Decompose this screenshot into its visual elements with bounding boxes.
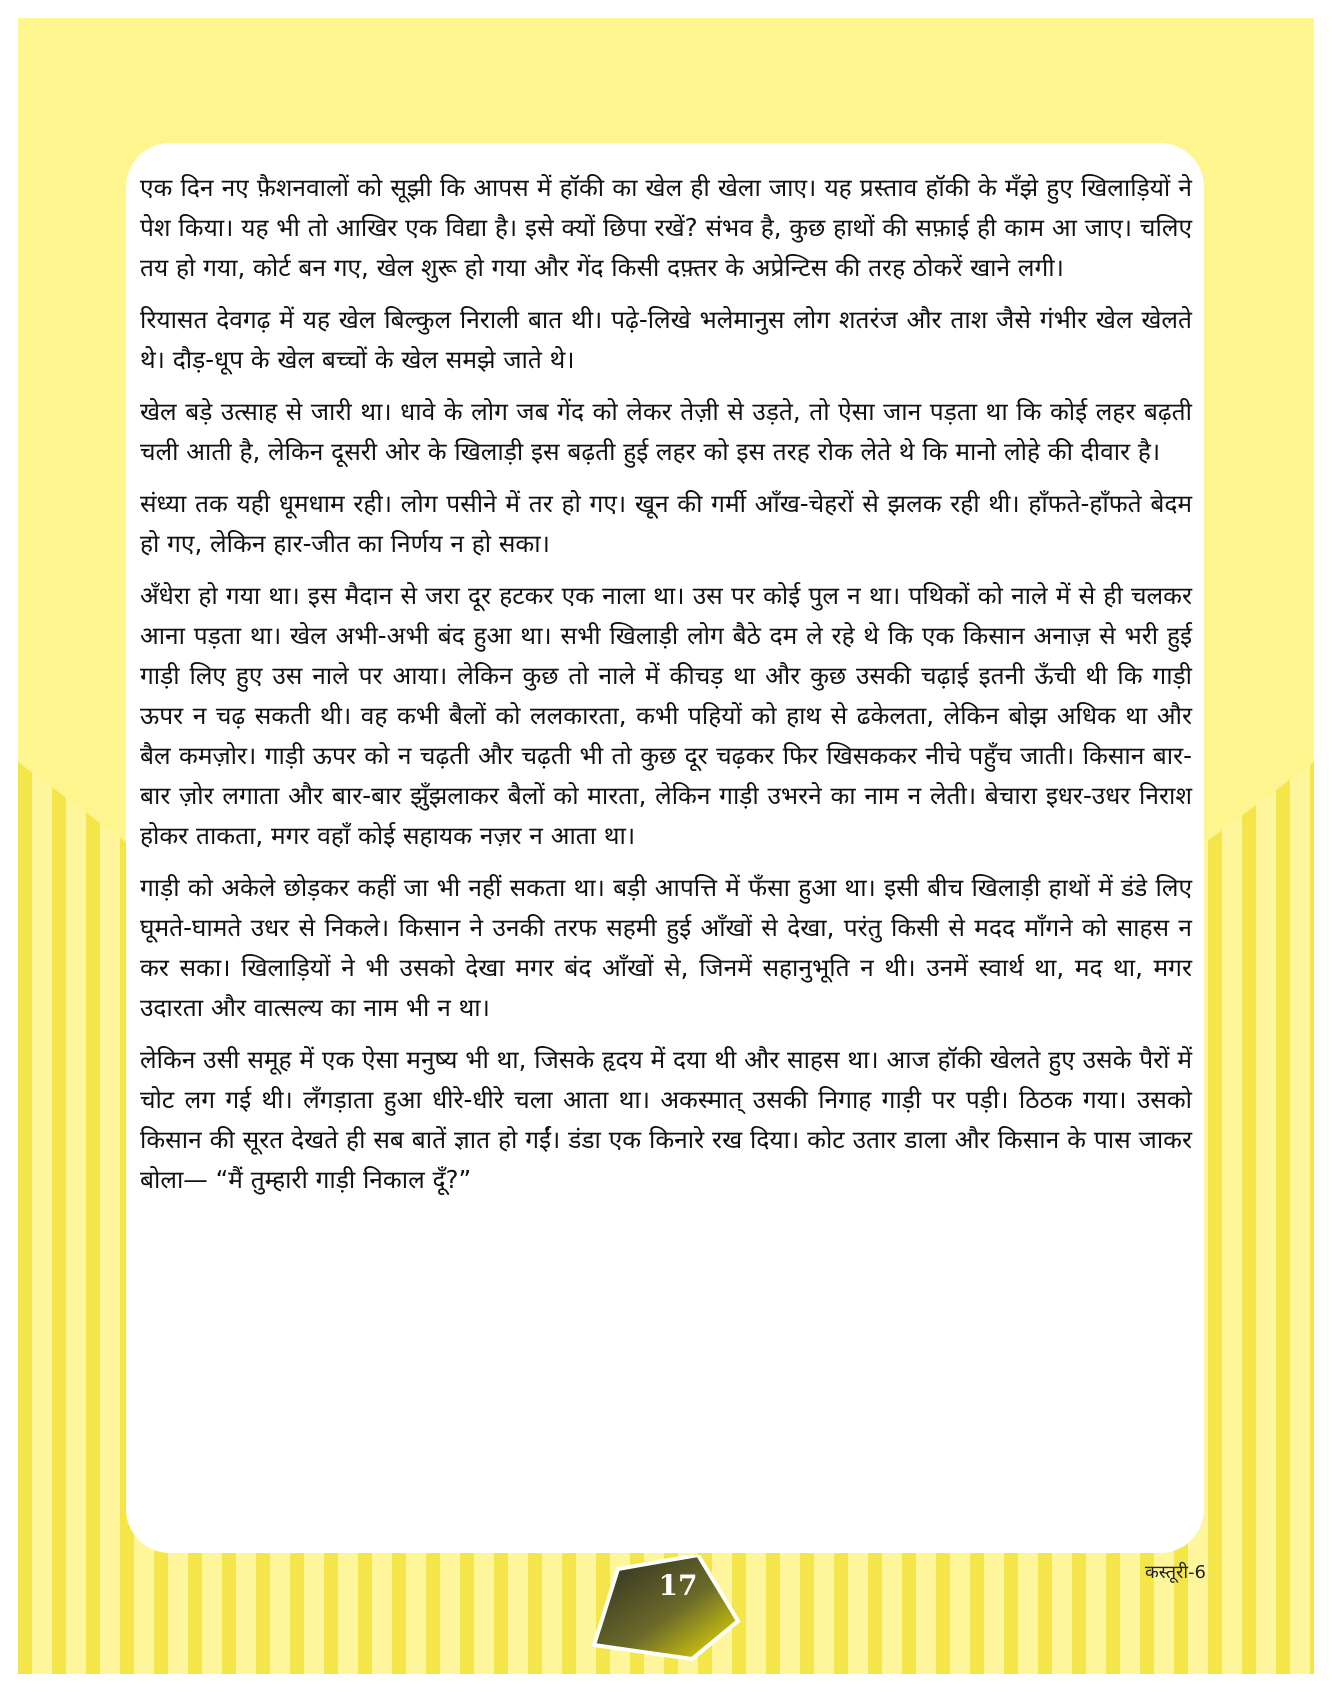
paragraph-4: संध्या तक यही धूमधाम रही। लोग पसीने में तर हो गए। खून की गर्मी आँख-चेहरों से झलक रही थी। हाँफते-हाँफते बेदम हो गए, लेकिन हार-जीत का निर्णय न हो सका।	[140, 489, 1192, 558]
paragraph-2: रियासत देवगढ़ में यह खेल बिल्कुल निराली बात थी। पढ़े-लिखे भलेमानुस लोग शतरंज और ताश जैसे गंभीर खेल खेलते थे। दौड़-धूप के खेल बच्चों के खेल समझे जाते थे।	[140, 305, 1192, 374]
page-number: 17	[658, 1569, 698, 1602]
page-number-badge	[588, 1555, 758, 1673]
paragraph-1: एक दिन नए फ़ैशनवालों को सूझी कि आपस में हॉकी का खेल ही खेला जाए। यह प्रस्ताव हॉकी के मँझे हुए खिलाड़ियों ने पेश किया। यह भी तो आखिर एक विद्या है। इसे क्यों छिपा रखें? संभव है, कुछ हाथों की सफ़ाई ही काम आ जाए। चलिए तय हो गया, कोर्ट बन गए, खेल शुरू हो गया और गेंद किसी दफ़्तर के अप्रेन्टिस की तरह ठोकरें खाने लगी।	[140, 173, 1192, 282]
paragraph-6: गाड़ी को अकेले छोड़कर कहीं जा भी नहीं सकता था। बड़ी आपत्ति में फँसा हुआ था। इसी बीच खिलाड़ी हाथों में डंडे लिए घूमते-घामते उधर से निकले। किसान ने उनकी तरफ सहमी हुई आँखों से देखा, परंतु किसी से मदद माँगने को साहस न कर सका। खिलाड़ियों ने भी उसको देखा मगर बंद आँखों से, जिनमें सहानुभूति न थी। उनमें स्वार्थ था, मद था, मगर उदारता और वात्सल्य का नाम भी न था।	[140, 873, 1192, 1022]
paragraph-5: अँधेरा हो गया था। इस मैदान से जरा दूर हटकर एक नाला था। उस पर कोई पुल न था। पथिकों को नाले में से ही चलकर आना पड़ता था। खेल अभी-अभी बंद हुआ था। सभी खिलाड़ी लोग बैठे दम ले रहे थे कि एक किसान अनाज़ से भरी हुई गाड़ी लिए हुए उस नाले पर आया। लेकिन कुछ तो नाले में कीचड़ था और कुछ उसकी चढ़ाई इतनी ऊँची थी कि गाड़ी ऊपर न चढ़ सकती थी। वह कभी बैलों को ललकारता, कभी पहियों को हाथ से ढकेलता, लेकिन बोझ अधिक था और बैल कमज़ोर। गाड़ी ऊपर को न चढ़ती और चढ़ती भी तो कुछ दूर चढ़कर फिर खिसककर नीचे पहुँच जाती। किसान बार-बार ज़ोर लगाता और बार-बार झुँझलाकर बैलों को मारता, लेकिन गाड़ी उभरने का नाम न लेती। बेचारा इधर-उधर निराश होकर ताकता, मगर वहाँ कोई सहायक नज़र न आता था।	[140, 581, 1192, 850]
book-title-label: कस्तूरी-6	[1144, 1562, 1206, 1583]
paragraph-7: लेकिन उसी समूह में एक ऐसा मनुष्य भी था, जिसके हृदय में दया थी और साहस था। आज हॉकी खेलते हुए उसके पैरों में चोट लग गई थी। लँगड़ाता हुआ धीरे-धीरे चला आता था। अकस्मात् उसकी निगाह गाड़ी पर पड़ी। ठिठक गया। उसको किसान की सूरत देखते ही सब बातें ज्ञात हो गईं। डंडा एक किनारे रख दिया। कोट उतार डाला और किसान के पास जाकर बोला— “मैं तुम्हारी गाड़ी निकाल दूँ?”	[140, 1045, 1192, 1194]
story-text	[140, 168, 1192, 1212]
paragraph-3: खेल बड़े उत्साह से जारी था। धावे के लोग जब गेंद को लेकर तेज़ी से उड़ते, तो ऐसा जान पड़ता था कि कोई लहर बढ़ती चली आती है, लेकिन दूसरी ओर के खिलाड़ी इस बढ़ती हुई लहर को इस तरह रोक लेते थे कि मानो लोहे की दीवार है।	[140, 397, 1192, 466]
